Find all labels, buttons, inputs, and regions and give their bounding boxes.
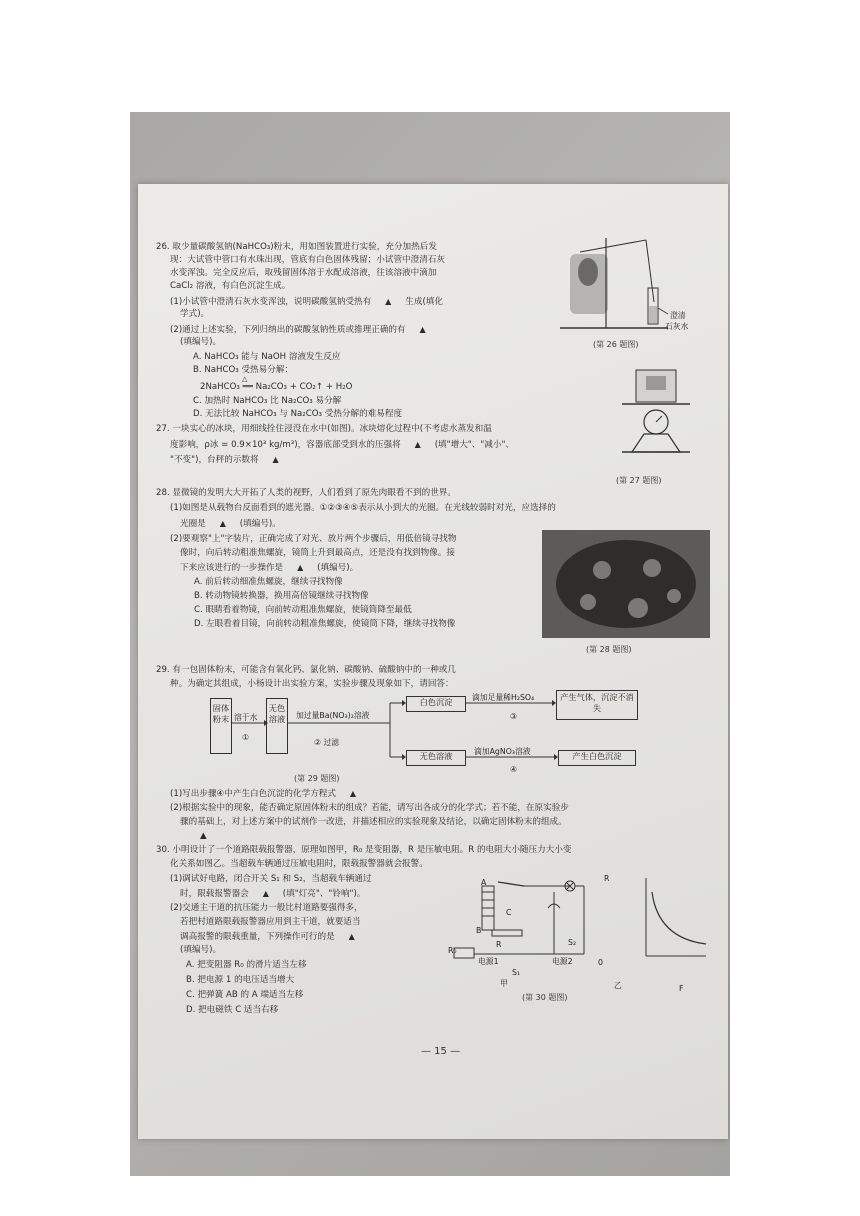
q30-line: 30. 小明设计了一个道路限载报警器，原理如图甲，R₀ 是变阻器，R 是压敏电阻。R 的电阻大小随压力大小变 — [156, 845, 572, 855]
figure-caption: (第 28 题图) — [586, 645, 632, 654]
graph-axis-label: F — [679, 984, 684, 993]
q26-option: A. NaHCO₃ 能与 NaOH 溶液发生反应 — [193, 352, 341, 362]
q28-line: 下来应该进行的一步操作是 ▲ (填编号)。 — [180, 563, 359, 573]
q27-line: "不变")，台秤的示数将 ▲ — [170, 454, 293, 466]
q28-line: 28. 显微镜的发明大大开拓了人类的视野，人们看到了原先肉眼看不到的世界。 — [156, 488, 456, 498]
flow-label: ① — [242, 733, 249, 742]
answer-blank: ▲ — [414, 440, 421, 449]
circuit-label: C — [506, 908, 512, 917]
flow-white-precipitate-result: 产生白色沉淀 — [558, 750, 636, 766]
q28-option: D. 左眼看着目镜，向前转动粗准焦螺旋，使镜筒下降，继续寻找物像 — [194, 619, 456, 629]
q26-line: CaCl₂ 溶液，有白色沉淀生成。 — [170, 281, 291, 291]
flow-colorless-solution: 无色溶液 — [266, 698, 288, 754]
q29-line: 骤的基础上，对上述方案中的试剂作一改进，并描述相应的实验现象及结论，以确定固体粉末的组成。 — [180, 817, 567, 827]
circuit-label: S₂ — [568, 938, 577, 947]
q26-line: (2)通过上述实验，下列归纳出的碳酸氢钠性质或推理正确的有 ▲ — [170, 324, 440, 336]
circuit-label: 电源2 — [552, 957, 573, 966]
q29-line: 29. 有一包固体粉末，可能含有氧化钙、氯化钠、碳酸钠、硫酸钠中的一种或几 — [156, 665, 456, 675]
q30-option: C. 把弹簧 AB 的 A 端适当左移 — [186, 990, 304, 1000]
figure-caption: (第 30 题图) — [522, 993, 568, 1002]
q26-option: C. 加热时 NaHCO₃ 比 Na₂CO₃ 易分解 — [193, 396, 342, 406]
q30-line: (填编号)。 — [180, 945, 222, 955]
q27-line: 27. 一块实心的冰块，用细线拴住浸没在水中(如图)。冰块熔化过程中(不考虑水蒸发和温 — [156, 424, 492, 434]
q26-line: 学式)。 — [180, 309, 210, 319]
q28-microscope-photo — [542, 530, 710, 638]
q26-line: 现：大试管中管口有水珠出现，管底有白色固体残留；小试管中澄清石灰 — [170, 255, 446, 265]
q30-line: 调高报警的限载重量，下列操作可行的是 ▲ — [180, 931, 369, 943]
answer-blank: ▲ — [349, 789, 357, 798]
fig-label: 澄清 — [670, 311, 686, 320]
q28-option: A. 前后转动细准焦螺旋，继续寻找物像 — [194, 577, 343, 587]
q30-line: 若把村道路限载报警器应用到主干道，就要适当 — [180, 917, 361, 927]
flow-solid-powder: 固体粉末 — [210, 698, 232, 754]
circuit-label: R₀ — [448, 946, 457, 955]
flow-label: 滴加足量稀H₂SO₄ — [472, 693, 535, 702]
graph-origin-label: 0 — [598, 958, 603, 967]
flow-colorless-solution-2: 无色溶液 — [406, 750, 466, 766]
fig-label: 石灰水 — [665, 322, 689, 331]
answer-blank: ▲ — [297, 563, 304, 572]
answer-blank: ▲ — [219, 519, 226, 528]
circuit-label: A — [481, 878, 487, 887]
flow-white-precipitate: 白色沉淀 — [406, 696, 466, 712]
q30-option: A. 把变阻器 R₀ 的滑片适当左移 — [186, 960, 307, 970]
q28-line: 光圈是 ▲ (填编号)。 — [180, 519, 281, 529]
flow-label: ④ — [510, 765, 517, 774]
photo-background — [130, 112, 730, 1176]
answer-blank: ▲ — [348, 932, 355, 941]
exam-page — [138, 184, 728, 1139]
graph-axis-label: R — [604, 874, 610, 883]
q28-line: 像时，向后转动粗准焦螺旋，镜筒上升到最高点，还是没有找到物像。接 — [180, 548, 456, 558]
flowchart-arrows — [230, 684, 570, 774]
heat-symbol: △ — [242, 375, 248, 383]
q28-option: B. 转动物镜转换器，换用高倍镜继续寻找物像 — [194, 591, 369, 601]
q28-line: (1)如图是从载物台反面看到的遮光器。①②③④⑤表示从小到大的光圈。在光线较弱时对光，应选择的 — [170, 503, 556, 513]
q30-option: B. 把电源 1 的电压适当增大 — [186, 975, 295, 985]
q26-option: D. 无法比较 NaHCO₃ 与 Na₂CO₃ 受热分解的难易程度 — [193, 409, 403, 419]
circuit-label: 乙 — [614, 981, 622, 990]
answer-blank: ▲ — [272, 455, 279, 464]
q27-scale-figure — [614, 364, 704, 472]
q30-option: D. 把电磁铁 C 适当右移 — [186, 1005, 279, 1015]
q26-apparatus-figure — [550, 232, 700, 352]
q26-line: 水变浑浊。完全反应后，取残留固体溶于水配成溶液，往该溶液中滴加 — [170, 268, 437, 278]
figure-caption: (第 27 题图) — [616, 476, 662, 485]
circuit-label: 甲 — [500, 979, 508, 988]
q30-line: (1)调试好电路，闭合开关 S₁ 和 S₂，当超载车辆通过 — [170, 874, 372, 884]
flow-label: 滴加AgNO₃溶液 — [474, 747, 531, 756]
figure-caption: (第 29 题图) — [294, 774, 340, 783]
page-number: — 15 — — [421, 1046, 461, 1057]
q28-option: C. 眼睛看着物镜，向前转动粗准焦螺旋，使镜筒降至最低 — [194, 605, 412, 615]
q26-option: B. NaHCO₃ 受热易分解： — [193, 365, 294, 375]
flow-label: 溶于水 — [234, 713, 258, 722]
circuit-label: 电源1 — [478, 957, 499, 966]
circuit-label: S₁ — [512, 968, 521, 977]
flow-label: ② 过滤 — [314, 738, 340, 747]
answer-blank: ▲ — [385, 297, 392, 306]
q30-line: 时，限载报警器会 ▲ (填"灯亮"、"铃响")。 — [180, 889, 366, 899]
flow-label: 加过量Ba(NO₃)₂溶液 — [296, 711, 370, 720]
answer-blank: ▲ — [419, 325, 426, 334]
q26-line: 26. 取少量碳酸氢钠(NaHCO₃)粉末，用如图装置进行实验，充分加热后发 — [156, 242, 437, 252]
q27-line: 度影响，ρ冰 = 0.9×10³ kg/m³)，容器底部受到水的压强将 ▲ (填"增大"、"减小"、 — [170, 440, 515, 450]
q30-circuit-figure — [444, 872, 714, 988]
flow-gas-result: 产生气体，沉淀不消失 — [556, 690, 638, 720]
q30-line: 化关系如图乙。当超载车辆通过压敏电阻时，限载报警器就会报警。 — [170, 859, 428, 869]
q29-line: (1)写出步骤④中产生白色沉淀的化学方程式 ▲ — [170, 788, 370, 800]
figure-caption: (第 26 题图) — [593, 340, 639, 349]
q26-equation: 2NaHCO₃ ══ Na₂CO₃ + CO₂↑ + H₂O — [200, 382, 353, 392]
q30-line: (2)交通主干道的抗压能力一般比村道路要强得多， — [170, 903, 363, 913]
q26-line: (填编号)。 — [180, 337, 222, 347]
answer-blank: ▲ — [200, 831, 207, 841]
q28-line: (2)要观察"上"字装片，正确完成了对光、放片两个步骤后，用低倍镜寻找物 — [170, 534, 457, 544]
circuit-label: B — [476, 926, 482, 935]
q29-line: 种。为确定其组成，小杨设计出实验方案，实验步骤及现象如下，请回答： — [170, 679, 454, 689]
q26-line: (1)小试管中澄清石灰水变浑浊，说明碳酸氢钠受热有 ▲ 生成(填化 — [170, 297, 443, 307]
q29-line: (2)根据实验中的现象，能否确定原固体粉末的组成？若能，请写出各成分的化学式；若不能，在原实验步 — [170, 803, 569, 813]
circuit-label: R — [496, 940, 502, 949]
answer-blank: ▲ — [262, 889, 269, 898]
flow-label: ③ — [510, 712, 517, 721]
